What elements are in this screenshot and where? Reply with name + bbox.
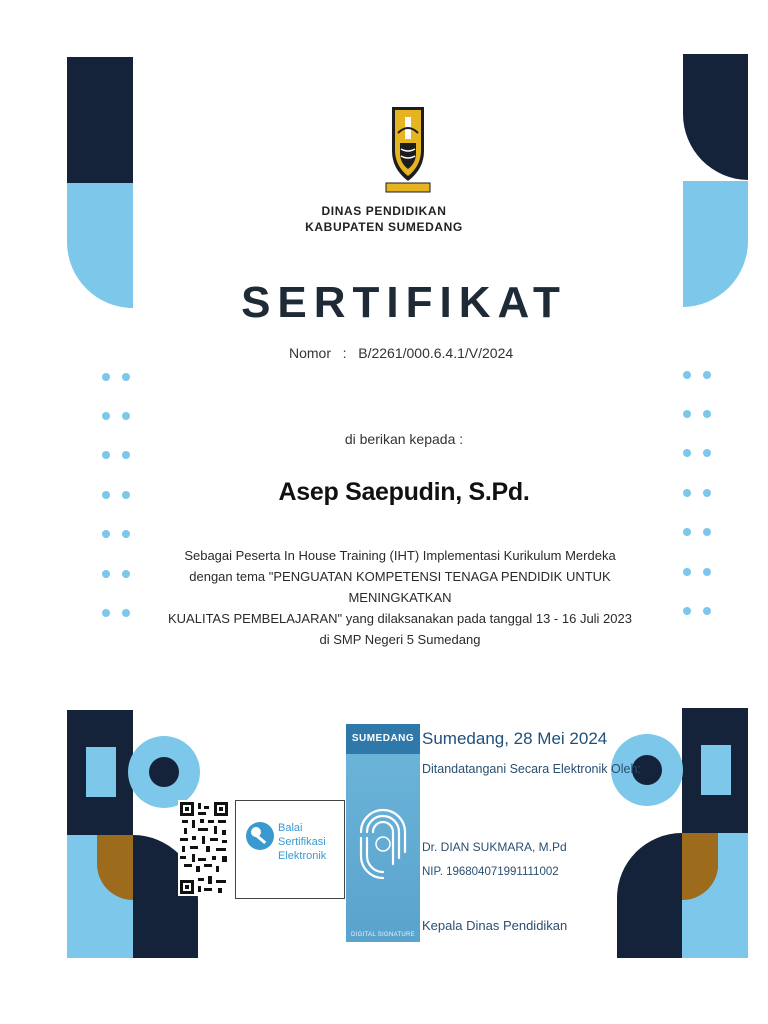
bse-text <box>278 821 326 863</box>
decor-ring-inner <box>149 757 179 787</box>
sign-place-date: Sumedang, 28 Mei 2024 <box>422 729 608 748</box>
decor-light-square <box>86 747 116 797</box>
decor-dots-left <box>95 365 140 625</box>
certificate-title: SERTIFIKAT <box>241 278 567 327</box>
certificate-number: Nomor : B/2261/000.6.4.1/V/2024 <box>289 345 514 361</box>
decor-dots-right <box>676 363 721 623</box>
qr-code <box>178 800 230 896</box>
signer-nip: NIP. 196804071991111002 <box>422 866 559 878</box>
decor-light-square-right <box>701 745 731 795</box>
decor-bottom-right <box>610 700 760 970</box>
description-line: Sebagai Peserta In House Training (IHT) Implementasi Kurikulum Merdeka <box>184 548 616 563</box>
fingerprint-lock-icon <box>353 772 413 892</box>
signer-name: Dr. DIAN SUKMARA, M.Pd <box>422 840 567 854</box>
signer-position: Kepala Dinas Pendidikan <box>422 918 568 933</box>
description-line: di SMP Negeri 5 Sumedang <box>319 632 481 647</box>
bse-line-1: Balai <box>278 822 303 834</box>
decor-shape-navy-right <box>683 54 748 180</box>
decor-shape-navy <box>67 57 133 183</box>
description-line: dengan tema "PENGUATAN KOMPETENSI TENAGA PENDIDIK UNTUK MENINGKATKAN <box>189 569 611 605</box>
decor-navy-quarter-right <box>617 833 682 958</box>
badge-title: SUMEDANG <box>346 724 420 754</box>
description-line: KUALITAS PEMBELAJARAN" yang dilaksanakan pada tanggal 13 - 16 Juli 2023 <box>168 611 632 626</box>
decor-shape-quarter-white <box>21 57 67 183</box>
decor-shape-light-blue-right <box>683 181 748 307</box>
issuer-line-1: DINAS PENDIDIKAN <box>321 204 447 218</box>
bse-logo-box <box>235 800 345 899</box>
sign-note: Ditandatangani Secara Elektronik Oleh: <box>422 762 641 776</box>
certificate-description <box>150 545 650 650</box>
badge-footer: DIGITAL SIGNATURE <box>351 932 415 938</box>
decor-shape-light-blue <box>67 183 133 308</box>
issuer-line-2: KABUPATEN SUMEDANG <box>305 220 463 234</box>
issuer-block <box>234 203 534 235</box>
sumedang-emblem <box>383 103 433 195</box>
given-to-label: di berikan kepada : <box>344 431 464 447</box>
digital-signature-badge <box>346 724 420 942</box>
bse-line-2: Sertifikasi <box>278 836 326 848</box>
recipient-name: Asep Saepudin, S.Pd. <box>278 478 530 506</box>
bse-line-3: Elektronik <box>278 850 327 862</box>
bse-key-icon <box>244 819 276 853</box>
